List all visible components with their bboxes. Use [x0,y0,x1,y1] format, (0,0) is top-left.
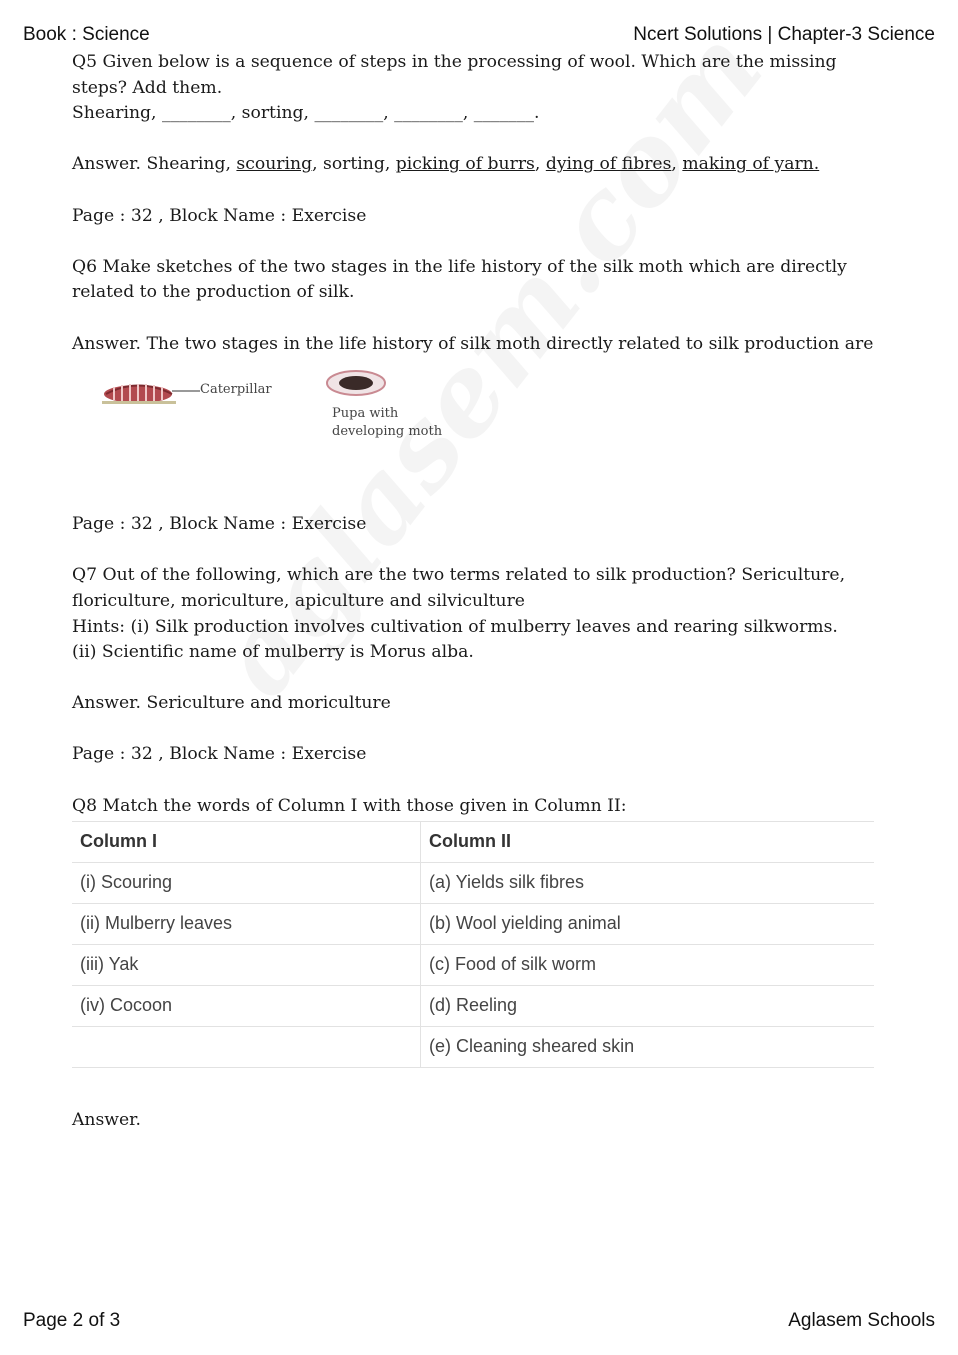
q8-answer: Answer. [72,1110,141,1131]
match-table [72,821,874,1068]
q5-answer-prefix: Answer. Shearing, [72,154,237,175]
q5-sep1: , sorting, [312,154,396,175]
footer-brand: Aglasem Schools [788,1310,935,1331]
q5-answer-picking: picking of burrs [395,154,535,175]
q5-answer-yarn: making of yarn. [682,154,820,175]
q5-blanks: Shearing, ________, sorting, ________, ________, _______. [72,103,540,124]
q7-hint1: Hints: (i) Silk production involves cultivation of mulberry leaves and rearing silkworms. [72,616,838,637]
table-row [72,986,874,1027]
q6-page-ref: Page : 32 , Block Name : Exercise [72,514,367,535]
table-row [72,945,874,986]
column-1-header: Column I [72,822,421,863]
q5-sep3: , [671,154,683,175]
table-cell: (iii) Yak [72,945,421,986]
page-content [72,50,887,1159]
pupa-label-line2: developing moth [332,424,443,440]
silk-moth-figures [72,357,887,512]
header-book-title: Book : Science [23,24,150,45]
table-cell: (i) Scouring [72,863,421,904]
q7-hint2: (ii) Scientific name of mulberry is Morus alba. [72,642,474,663]
q5-sep2: , [534,154,546,175]
header-chapter-title: Ncert Solutions | Chapter-3 Science [633,24,935,45]
table-row [72,904,874,945]
q5-answer-dying: dying of fibres [545,154,672,175]
table-row [72,1027,874,1068]
table-cell: (b) Wool yielding animal [421,904,875,945]
q5-answer [72,152,887,178]
q7-question: Q7 Out of the following, which are the two terms related to silk production? Sericulture, floriculture, moriculture, apiculture and silviculture [72,565,846,611]
table-cell: (c) Food of silk worm [421,945,875,986]
table-cell [72,1027,421,1068]
column-2-header: Column II [421,822,875,863]
table-row [72,863,874,904]
q6-answer: Answer. The two stages in the life history of silk moth directly related to silk production are [72,333,874,354]
table-cell: (ii) Mulberry leaves [72,904,421,945]
q5-answer-scouring: scouring [236,154,313,175]
q8-question: Q8 Match the words of Column I with those given in Column II: [72,795,627,816]
q5-page-ref: Page : 32 , Block Name : Exercise [72,205,367,226]
caterpillar-label: Caterpillar [200,382,272,398]
table-cell: (d) Reeling [421,986,875,1027]
table-cell: (iv) Cocoon [72,986,421,1027]
table-cell: (a) Yields silk fibres [421,863,875,904]
q7-page-ref: Page : 32 , Block Name : Exercise [72,744,367,765]
q6-question: Q6 Make sketches of the two stages in the life history of the silk moth which are directly related to the production of silk. [72,256,847,303]
table-cell: (e) Cleaning sheared skin [421,1027,875,1068]
footer-page-number: Page 2 of 3 [23,1310,121,1331]
q5-question: Q5 Given below is a sequence of steps in the processing of wool. Which are the missing steps? Add them. [72,52,837,98]
match-table-header-row [72,822,874,863]
q7-answer: Answer. Sericulture and moriculture [72,693,391,714]
pupa-label-line1: Pupa with [332,406,399,422]
